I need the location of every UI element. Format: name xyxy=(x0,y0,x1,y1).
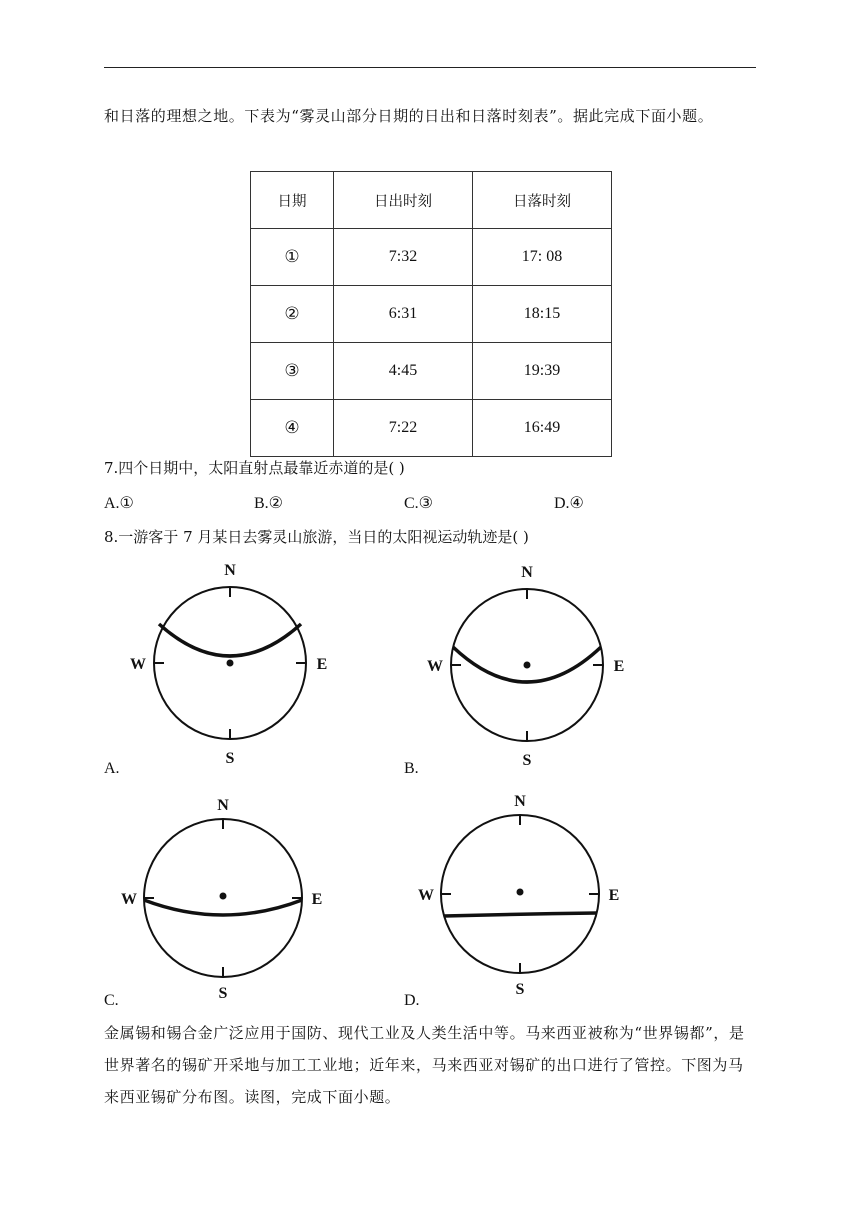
row-sunset: 17: 08 xyxy=(473,229,612,286)
east-label: E xyxy=(311,891,323,908)
row-sunrise: 4:45 xyxy=(334,343,473,400)
table-header-row xyxy=(251,172,612,229)
west-label: W xyxy=(418,887,434,904)
north-label: N xyxy=(224,562,236,579)
observer-dot xyxy=(220,893,227,900)
header-sunrise: 日出时刻 xyxy=(334,172,473,229)
south-label: S xyxy=(515,981,525,998)
diagram-b-label[interactable]: B. xyxy=(404,760,419,777)
west-label: W xyxy=(121,891,137,908)
q7-option-c[interactable]: C.③ xyxy=(404,495,434,512)
south-label: S xyxy=(522,752,532,769)
q7-option-b[interactable]: B.② xyxy=(254,495,284,512)
east-label: E xyxy=(316,656,328,673)
row-sunset: 16:49 xyxy=(473,400,612,457)
north-label: N xyxy=(514,793,526,810)
west-label: W xyxy=(130,656,146,673)
row-date: ② xyxy=(251,286,334,343)
sun-path-arc xyxy=(159,624,301,656)
row-sunrise: 7:32 xyxy=(334,229,473,286)
east-label: E xyxy=(613,658,625,675)
north-label: N xyxy=(521,564,533,581)
row-sunset: 19:39 xyxy=(473,343,612,400)
south-label: S xyxy=(225,750,235,767)
intro-paragraph: 和日落的理想之地。下表为“雾灵山部分日期的日出和日落时刻表”。据此完成下面小题。 xyxy=(104,107,714,125)
diagram-a-label[interactable]: A. xyxy=(104,760,120,777)
question-7-stem: 7.四个日期中，太阳直射点最靠近赤道的是( ) xyxy=(104,459,405,477)
table-row xyxy=(251,286,612,343)
q7-option-a[interactable]: A.① xyxy=(104,495,134,512)
sun-path-diagram-b xyxy=(417,557,637,777)
diagram-c-label[interactable]: C. xyxy=(104,992,119,1009)
row-date: ① xyxy=(251,229,334,286)
sun-path-diagram-a xyxy=(120,555,340,775)
observer-dot xyxy=(517,889,524,896)
west-label: W xyxy=(427,658,443,675)
sun-path-arc xyxy=(444,913,597,916)
row-sunrise: 6:31 xyxy=(334,286,473,343)
south-label: S xyxy=(218,985,228,1002)
observer-dot xyxy=(524,662,531,669)
question-8-stem: 8.一游客于 7 月某日去雾灵山旅游，当日的太阳视运动轨迹是( ) xyxy=(104,528,529,546)
north-label: N xyxy=(217,797,229,814)
row-sunset: 18:15 xyxy=(473,286,612,343)
sun-path-arc xyxy=(144,900,302,915)
diagram-d-label[interactable]: D. xyxy=(404,992,420,1009)
header-rule xyxy=(104,67,756,68)
sun-path-diagram-d xyxy=(410,786,630,1006)
east-label: E xyxy=(608,887,620,904)
row-date: ③ xyxy=(251,343,334,400)
outro-paragraph: 金属锡和锡合金广泛应用于国防、现代工业及人类生活中等。马来西亚被称为“世界锡都”，是世界著名的锡矿开采地与加工工业地；近年来，马来西亚对锡矿的出口进行了管控。下图为马来西亚锡矿分布图。读图，完成下面小题。 xyxy=(104,1024,745,1106)
q7-option-d[interactable]: D.④ xyxy=(554,495,584,512)
table-row xyxy=(251,400,612,457)
header-date: 日期 xyxy=(251,172,334,229)
row-date: ④ xyxy=(251,400,334,457)
observer-dot xyxy=(227,660,234,667)
row-sunrise: 7:22 xyxy=(334,400,473,457)
table-row xyxy=(251,229,612,286)
table-row xyxy=(251,343,612,400)
header-sunset: 日落时刻 xyxy=(473,172,612,229)
sun-path-diagram-c xyxy=(113,790,333,1010)
sunrise-sunset-table xyxy=(250,171,612,457)
